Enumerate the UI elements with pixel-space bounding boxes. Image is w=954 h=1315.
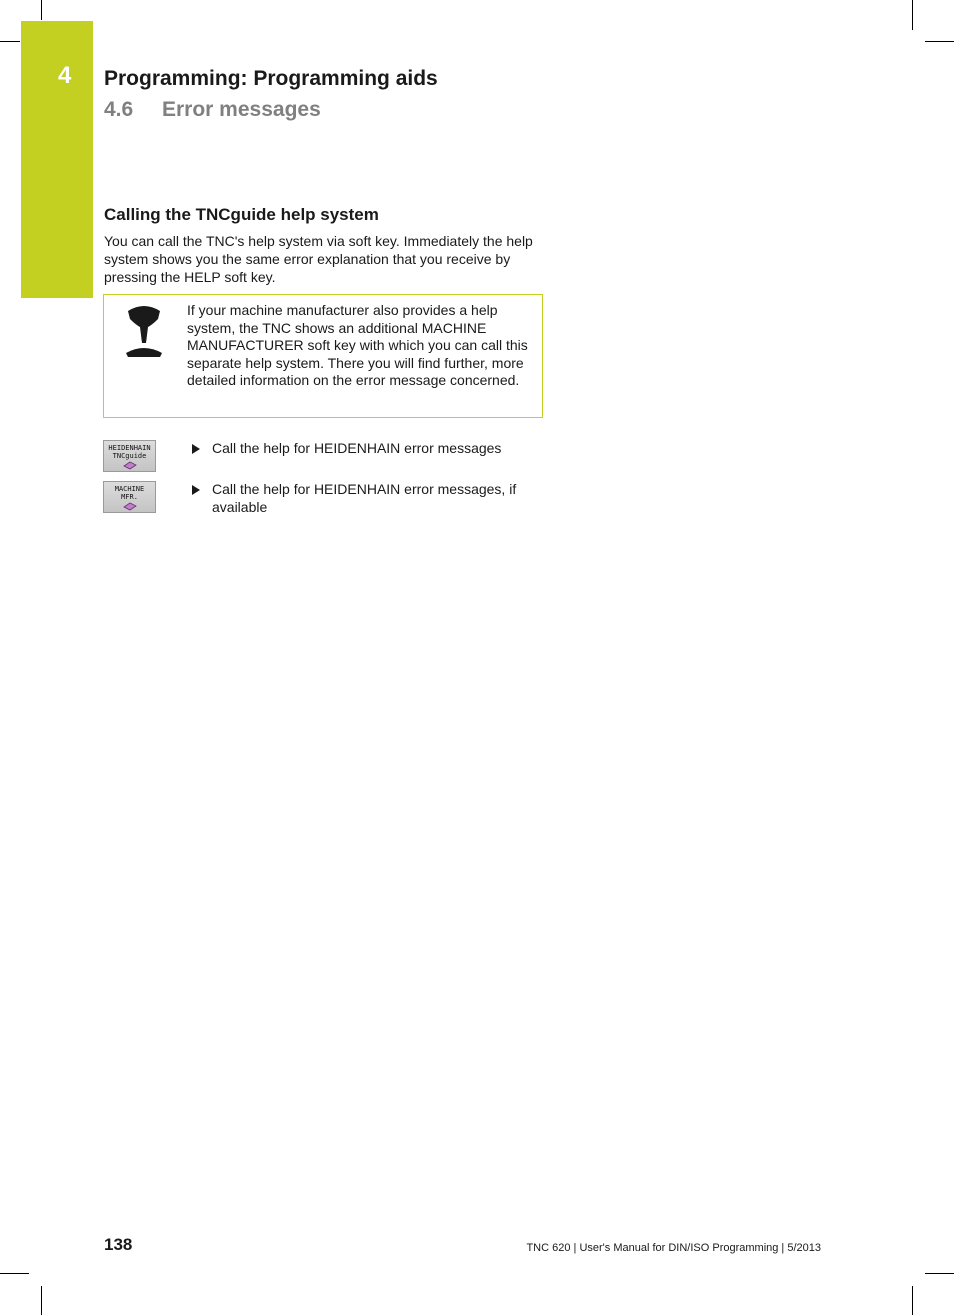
note-text: If your machine manufacturer also provides a help system, the TNC shows an additional MACHINE MANUFACTURER soft key with which you can call this separate help system. There you will find further, more detailed information on the error message concerned. [187, 302, 528, 389]
crop-mark [912, 0, 913, 30]
softkey-label-line2: TNCguide [112, 452, 147, 460]
intro-paragraph: You can call the TNC's help system via soft key. Immediately the help system shows you the same error explanation that you receive by pressing the HELP soft key. [104, 233, 533, 285]
step-heidenhain-help [192, 440, 542, 458]
crop-mark [912, 1286, 913, 1315]
step-text: Call the help for HEIDENHAIN error messages [212, 440, 502, 456]
machine-mfr-softkey[interactable] [103, 481, 156, 513]
crop-mark [925, 1273, 954, 1274]
section-title: Error messages [162, 98, 321, 121]
crop-mark [41, 1286, 42, 1315]
crop-mark [925, 41, 954, 42]
section-number: 4.6 [104, 98, 134, 121]
crop-mark [0, 41, 20, 42]
machine-spindle-icon [124, 305, 164, 361]
chapter-tab [21, 21, 93, 298]
note-box [103, 294, 543, 418]
softkey-label-line1: MACHINE [114, 485, 145, 493]
book-icon [123, 461, 137, 470]
arrow-right-icon [192, 444, 200, 454]
footer-text: TNC 620 | User's Manual for DIN/ISO Programming | 5/2013 [526, 1242, 821, 1254]
softkey-label-line1: HEIDENHAIN [108, 444, 151, 452]
page-heading: Calling the TNCguide help system [104, 205, 379, 224]
section-header [104, 98, 321, 122]
crop-mark [0, 1273, 29, 1274]
page-number: 138 [104, 1235, 133, 1254]
arrow-right-icon [192, 485, 200, 495]
crop-mark [41, 0, 42, 20]
softkey-label-line2: MFR. [121, 493, 138, 501]
heidenhain-tncguide-softkey[interactable] [103, 440, 156, 472]
step-text: Call the help for HEIDENHAIN error messages, if available [212, 481, 517, 515]
step-machine-help [192, 481, 542, 516]
chapter-title: Programming: Programming aids [104, 67, 438, 90]
chapter-number: 4 [58, 62, 72, 89]
book-icon [123, 502, 137, 511]
